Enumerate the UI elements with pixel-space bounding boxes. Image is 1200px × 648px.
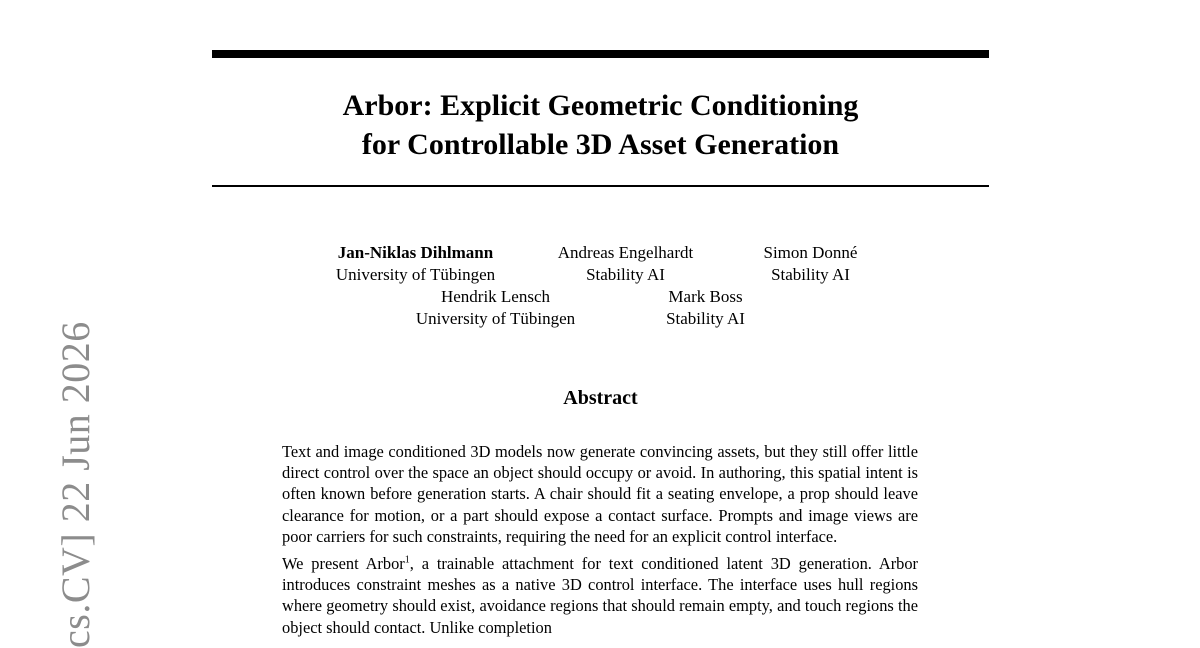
author-affiliation: University of Tübingen	[335, 265, 496, 284]
author-name: Simon Donné	[763, 243, 858, 262]
author-3	[726, 242, 896, 286]
author-name: Jan-Niklas Dihlmann	[337, 243, 494, 262]
arxiv-stamp: cs.CV] 22 Jun 2026	[53, 321, 98, 648]
author-2	[526, 242, 726, 286]
author-4	[391, 286, 601, 330]
title-line-1: Arbor: Explicit Geometric Conditioning	[342, 89, 859, 122]
author-5	[601, 286, 811, 330]
author-name: Mark Boss	[668, 287, 743, 306]
abstract-paragraph-2	[282, 553, 918, 638]
abstract-body	[282, 441, 918, 644]
abstract-p2-rest: , a trainable attachment for text conditioned latent 3D generation. Arbor introduces constraint meshes as a native 3D control interface. The interface uses hull regions where geometry should exist, avoidance regions that should remain empty, and touch regions the object should contact. Unlike completion	[282, 554, 918, 637]
abstract-paragraph-1: Text and image conditioned 3D models now generate convincing assets, but they still offer little direct control over the space an object should occupy or avoid. In authoring, this spatial intent is often known before generation starts. A chair should fit a seating envelope, a prop should leave clearance for motion, or a part should expose a contact surface. Prompts and image views are poor carriers for such constraints, requiring the need for an explicit control interface.	[282, 442, 918, 546]
abstract-heading: Abstract	[563, 387, 638, 409]
author-row-1	[212, 242, 989, 286]
title-rule-top	[212, 50, 989, 58]
author-name: Andreas Engelhardt	[557, 243, 694, 262]
author-row-2	[212, 286, 989, 330]
footnote-marker[interactable]: 1	[404, 554, 410, 566]
author-affiliation: Stability AI	[771, 265, 850, 284]
author-affiliation: Stability AI	[586, 265, 665, 284]
abstract-p2-start: We present Arbor	[282, 554, 405, 574]
author-1	[306, 242, 526, 286]
paper-title	[212, 86, 989, 164]
title-rule-bottom	[212, 185, 989, 187]
author-block	[212, 242, 989, 330]
author-affiliation: University of Tübingen	[415, 309, 576, 328]
author-name: Hendrik Lensch	[440, 287, 551, 306]
author-affiliation: Stability AI	[666, 309, 745, 328]
title-line-2: for Controllable 3D Asset Generation	[361, 128, 840, 161]
